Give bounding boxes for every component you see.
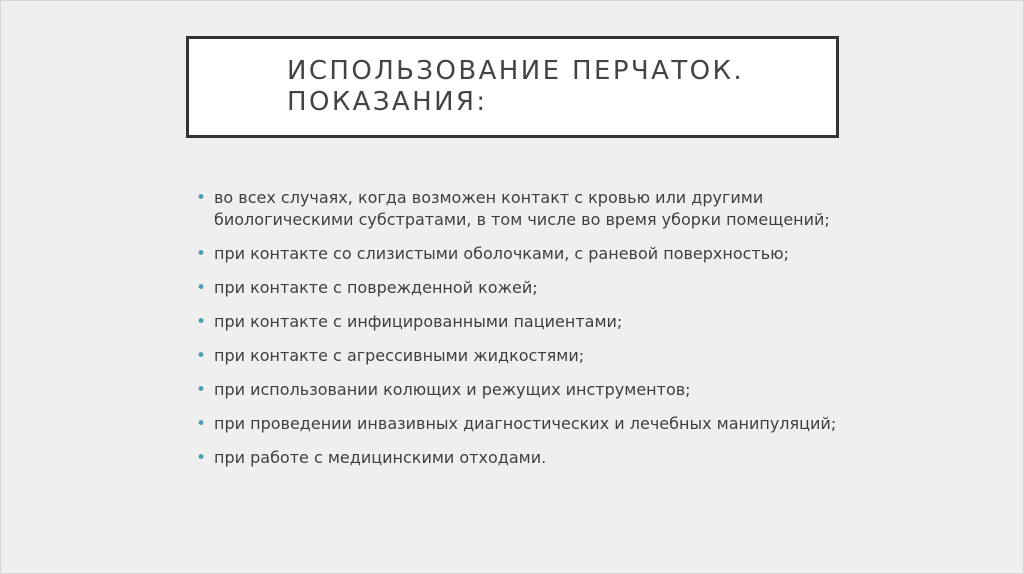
bullet-item	[196, 379, 836, 401]
bullet-text	[214, 379, 836, 401]
bullet-icon: •	[196, 312, 207, 332]
bullet-icon: •	[196, 448, 207, 468]
bullet-text-line: при работе с медицинскими отходами.	[214, 448, 547, 467]
bullet-item	[196, 187, 836, 231]
bullet-text	[214, 311, 836, 333]
bullet-text	[214, 277, 836, 299]
slide-title-line-2: ПОКАЗАНИЯ:	[287, 87, 488, 117]
bullet-text	[214, 243, 836, 265]
bullet-icon: •	[196, 414, 207, 434]
bullet-icon: •	[196, 244, 207, 264]
bullet-item	[196, 277, 836, 299]
bullet-item	[196, 447, 836, 469]
slide-title-line-1: ИСПОЛЬЗОВАНИЕ ПЕРЧАТОК.	[287, 56, 744, 86]
bullet-text	[214, 413, 836, 435]
bullet-list	[196, 187, 836, 469]
bullet-text	[214, 447, 836, 469]
bullet-icon: •	[196, 188, 207, 208]
bullet-text-line: при проведении инвазивных диагностических и лечебных манипуляций;	[214, 414, 837, 433]
bullet-item	[196, 311, 836, 333]
content-area	[196, 187, 836, 481]
bullet-text-line: при контакте с инфицированными пациентами;	[214, 312, 623, 331]
bullet-text	[214, 187, 836, 231]
title-box	[186, 36, 839, 138]
bullet-text-line: при использовании колющих и режущих инструментов;	[214, 380, 691, 399]
bullet-icon: •	[196, 346, 207, 366]
bullet-text-line: при контакте с поврежденной кожей;	[214, 278, 538, 297]
bullet-text-line: при контакте со слизистыми оболочками, с раневой поверхностью;	[214, 244, 790, 263]
bullet-text-line: биологическими субстратами, в том числе во время уборки помещений;	[214, 210, 830, 229]
bullet-icon: •	[196, 380, 207, 400]
bullet-icon: •	[196, 278, 207, 298]
bullet-text-line: во всех случаях, когда возможен контакт с кровью или другими	[214, 188, 764, 207]
bullet-item	[196, 413, 836, 435]
bullet-text-line: при контакте с агрессивными жидкостями;	[214, 346, 585, 365]
bullet-text	[214, 345, 836, 367]
bullet-item	[196, 345, 836, 367]
bullet-item	[196, 243, 836, 265]
